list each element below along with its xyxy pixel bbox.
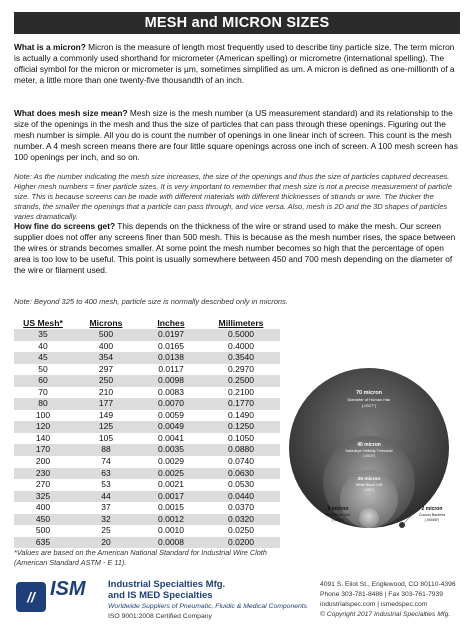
cell-us-mesh: 230 bbox=[14, 468, 72, 480]
cell-microns: 74 bbox=[101, 456, 111, 467]
cell-us-mesh: 70 bbox=[38, 386, 48, 397]
table-row bbox=[14, 468, 280, 480]
label-70-title: 70 micron bbox=[356, 390, 382, 396]
company-tagline: Worldwide Suppliers of Pneumatic, Fluidic & Medical Components bbox=[108, 603, 308, 610]
particle-size-diagram bbox=[286, 368, 456, 532]
label-25-title: 25 micron bbox=[357, 477, 381, 482]
cell-millimeters: 0.0630 bbox=[202, 468, 280, 480]
table-body bbox=[14, 329, 280, 548]
cell-microns: 149 bbox=[98, 409, 114, 420]
header-microns: Microns bbox=[89, 318, 123, 328]
beyond-note: Note: Beyond 325 to 400 mesh, particle size is normally described only in microns. bbox=[14, 297, 288, 306]
company-line-1: Industrial Specialties Mfg. bbox=[108, 579, 226, 590]
label-40-sub2: (.0015") bbox=[362, 454, 376, 458]
cell-us-mesh: 60 bbox=[14, 375, 72, 387]
micron-heading: What is a micron? bbox=[14, 42, 86, 52]
phone-fax: Phone 303-781-8486 | Fax 303-761-7939 bbox=[320, 591, 443, 598]
table-row bbox=[14, 398, 280, 410]
mesh-body: Mesh size is the mesh number (a US measurement standard) and its relationship to the size of the openings in the mesh and thus the size of particles that can pass through these openings. Figuring out the mesh number is simple. All you do is count the number of openings in one linear inch of screen. This count is the mesh number. A 4 mesh screen means there are four little square openings across one inch of screen. A 100 mesh screen has 100 openings per inch, and so on. bbox=[14, 108, 458, 162]
table-row bbox=[14, 525, 280, 537]
cell-inches: 0.0008 bbox=[140, 537, 202, 549]
cell-us-mesh: 40 bbox=[38, 340, 48, 351]
fine-paragraph bbox=[14, 221, 462, 276]
fine-body: This depends on the thickness of the wire or strand used to make the mesh. Our screen supplier does not offer any screens finer than 500 mesh. This is because as the mesh number rises, the space between the wires or strands becomes smaller. At some point the mesh number becomes so high that the percentage of open area is too low to be useful. This point is usually somewhere between 450 and 700 mesh depending on the diameter of the wire or filament used. bbox=[14, 221, 456, 275]
table-row bbox=[14, 502, 280, 514]
mesh-heading: What does mesh size mean? bbox=[14, 108, 128, 118]
table-row bbox=[14, 375, 280, 387]
company-name bbox=[108, 580, 225, 601]
table-row bbox=[14, 491, 280, 503]
cell-microns: 32 bbox=[72, 514, 140, 526]
cell-inches: 0.0010 bbox=[158, 525, 184, 536]
label-70-sub2: (.0027") bbox=[361, 403, 377, 408]
ism-logo-icon: // bbox=[16, 582, 46, 612]
cell-millimeters: 0.0200 bbox=[202, 537, 280, 549]
mesh-paragraph bbox=[14, 108, 462, 163]
micron-paragraph bbox=[14, 42, 462, 86]
cell-inches: 0.0012 bbox=[140, 514, 202, 526]
circle-8-micron bbox=[359, 508, 379, 528]
cell-microns: 88 bbox=[72, 444, 140, 456]
cell-millimeters: 0.0530 bbox=[228, 479, 254, 490]
cell-millimeters: 0.0440 bbox=[202, 491, 280, 503]
cell-us-mesh: 450 bbox=[14, 514, 72, 526]
table-row bbox=[14, 410, 280, 422]
cell-us-mesh: 35 bbox=[14, 329, 72, 341]
cell-millimeters: 0.2500 bbox=[202, 375, 280, 387]
cell-us-mesh: 140 bbox=[35, 432, 51, 443]
cell-millimeters: 0.0880 bbox=[202, 444, 280, 456]
cell-us-mesh: 45 bbox=[14, 352, 72, 364]
label-70-sub: Diameter of Human Hair bbox=[347, 397, 391, 402]
cell-inches: 0.0197 bbox=[140, 329, 202, 341]
label-25-sub2: (.001") bbox=[363, 488, 375, 492]
copyright: © Copyright 2017 Industrial Specialties Mfg. bbox=[320, 611, 451, 618]
cell-microns: 250 bbox=[72, 375, 140, 387]
cell-microns: 63 bbox=[72, 468, 140, 480]
cell-microns: 53 bbox=[101, 479, 111, 490]
cell-inches: 0.0021 bbox=[158, 479, 184, 490]
header-us-mesh: US Mesh* bbox=[23, 318, 63, 328]
mesh-table bbox=[14, 317, 280, 548]
cell-us-mesh: 200 bbox=[35, 456, 51, 467]
table-row bbox=[14, 352, 280, 364]
page-title: MESH and MICRON SIZES bbox=[14, 12, 460, 34]
cell-millimeters: 0.3540 bbox=[202, 352, 280, 364]
cell-millimeters: 0.0740 bbox=[228, 456, 254, 467]
cell-millimeters: 0.0370 bbox=[228, 502, 254, 513]
table-row bbox=[14, 433, 280, 445]
cell-microns: 400 bbox=[98, 340, 114, 351]
cell-microns: 354 bbox=[72, 352, 140, 364]
label-8-title: 8 micron bbox=[327, 506, 349, 512]
cell-millimeters: 0.4000 bbox=[228, 340, 254, 351]
table-row bbox=[14, 341, 280, 353]
cell-inches: 0.0059 bbox=[158, 409, 184, 420]
table-row bbox=[14, 537, 280, 549]
label-2-title: 2 micron bbox=[421, 506, 443, 512]
cell-millimeters: 0.5000 bbox=[202, 329, 280, 341]
cell-millimeters: 0.1770 bbox=[202, 398, 280, 410]
cell-microns: 37 bbox=[101, 502, 111, 513]
cell-us-mesh: 120 bbox=[14, 421, 72, 433]
cell-us-mesh: 100 bbox=[35, 409, 51, 420]
cell-us-mesh: 500 bbox=[35, 525, 51, 536]
cell-microns: 44 bbox=[72, 491, 140, 503]
cell-us-mesh: 270 bbox=[35, 479, 51, 490]
cell-millimeters: 0.2970 bbox=[228, 363, 254, 374]
cell-millimeters: 0.1050 bbox=[228, 432, 254, 443]
table-footnote: *Values are based on the American National Standard for Industrial Wire Cloth (American Standard ASTM - E 11). bbox=[14, 548, 267, 567]
cell-inches: 0.0015 bbox=[158, 502, 184, 513]
company-line-2: and IS MED Specialties bbox=[108, 589, 213, 601]
label-8-sub2: (.0003") bbox=[331, 518, 345, 522]
header-inches: Inches bbox=[157, 318, 185, 328]
label-2-sub: Coccus Bacteria bbox=[418, 513, 446, 517]
label-25-sub: White Blood Cell bbox=[355, 483, 383, 487]
cell-microns: 105 bbox=[98, 432, 114, 443]
header-millimeters: Millimeters bbox=[218, 318, 264, 328]
cell-microns: 500 bbox=[72, 329, 140, 341]
cell-inches: 0.0017 bbox=[140, 491, 202, 503]
table-header-row bbox=[14, 317, 280, 329]
cell-us-mesh: 325 bbox=[14, 491, 72, 503]
fine-heading: How fine do screens get? bbox=[14, 221, 116, 231]
cell-inches: 0.0029 bbox=[158, 456, 184, 467]
cell-microns: 20 bbox=[72, 537, 140, 549]
table-row bbox=[14, 456, 280, 468]
cell-microns: 297 bbox=[98, 363, 114, 374]
contact-info bbox=[320, 580, 466, 620]
cell-millimeters: 0.1490 bbox=[228, 409, 254, 420]
cell-inches: 0.0083 bbox=[158, 386, 184, 397]
cell-inches: 0.0025 bbox=[140, 468, 202, 480]
cell-millimeters: 0.1250 bbox=[202, 421, 280, 433]
table-row bbox=[14, 387, 280, 399]
cell-inches: 0.0138 bbox=[140, 352, 202, 364]
cell-inches: 0.0041 bbox=[158, 432, 184, 443]
cell-inches: 0.0165 bbox=[158, 340, 184, 351]
ism-logo-text: ISM bbox=[50, 578, 86, 600]
table-row bbox=[14, 364, 280, 376]
cell-inches: 0.0098 bbox=[140, 375, 202, 387]
cell-millimeters: 0.0320 bbox=[202, 514, 280, 526]
cell-microns: 125 bbox=[72, 421, 140, 433]
cell-inches: 0.0049 bbox=[140, 421, 202, 433]
iso-certification: ISO 9001:2008 Certified Company bbox=[108, 613, 212, 620]
cell-millimeters: 0.2100 bbox=[228, 386, 254, 397]
table-row bbox=[14, 479, 280, 491]
label-2-sub2: (.00008") bbox=[424, 518, 440, 522]
mesh-note: Note: As the number indicating the mesh size increases, the size of the openings and thus the size of particles captured decreases. Higher mesh numbers = finer particle sizes. It is very important to remember that mesh size is not a precise measurement of particle size. This is because screens can be made with different materials with different thicknesses of strands or wire. The thicker the strands, the smaller the openings that a particle can pass through, and vice versa. Also, mesh is 2D and the 3D shapes of particles varies dramatically. bbox=[14, 172, 452, 222]
cell-microns: 210 bbox=[98, 386, 114, 397]
cell-us-mesh: 50 bbox=[38, 363, 48, 374]
cell-us-mesh: 80 bbox=[14, 398, 72, 410]
cell-inches: 0.0117 bbox=[158, 363, 184, 374]
cell-us-mesh: 170 bbox=[14, 444, 72, 456]
cell-microns: 25 bbox=[101, 525, 111, 536]
table-row bbox=[14, 421, 280, 433]
cell-us-mesh: 635 bbox=[14, 537, 72, 549]
cell-inches: 0.0070 bbox=[140, 398, 202, 410]
table-row bbox=[14, 329, 280, 341]
label-40-title: 40 micron bbox=[357, 442, 381, 448]
address: 4091 S. Eliot St., Englewood, CO 80110-4396 bbox=[320, 581, 456, 588]
cell-microns: 177 bbox=[72, 398, 140, 410]
table-row bbox=[14, 444, 280, 456]
website-links[interactable]: industrialspec.com | ismedspec.com bbox=[320, 601, 428, 608]
cell-inches: 0.0035 bbox=[140, 444, 202, 456]
cell-us-mesh: 400 bbox=[35, 502, 51, 513]
label-40-sub: Nakedeye Visibility Threshold bbox=[345, 449, 393, 453]
table-row bbox=[14, 514, 280, 526]
label-8-sub: Red Blood Cell bbox=[326, 513, 350, 517]
cell-millimeters: 0.0250 bbox=[228, 525, 254, 536]
micron-body: Micron is the measure of length most frequently used to describe tiny particle size. The term micron is actually a commonly used shorthand for micrometer (American spelling) or micrometre (international spelling). The official symbol for the micron or micrometer is µm, sometimes simplified as um. A micron is defined as one-millionth of a meter, a little more than one twenty-five thousandth of an inch. bbox=[14, 42, 455, 85]
